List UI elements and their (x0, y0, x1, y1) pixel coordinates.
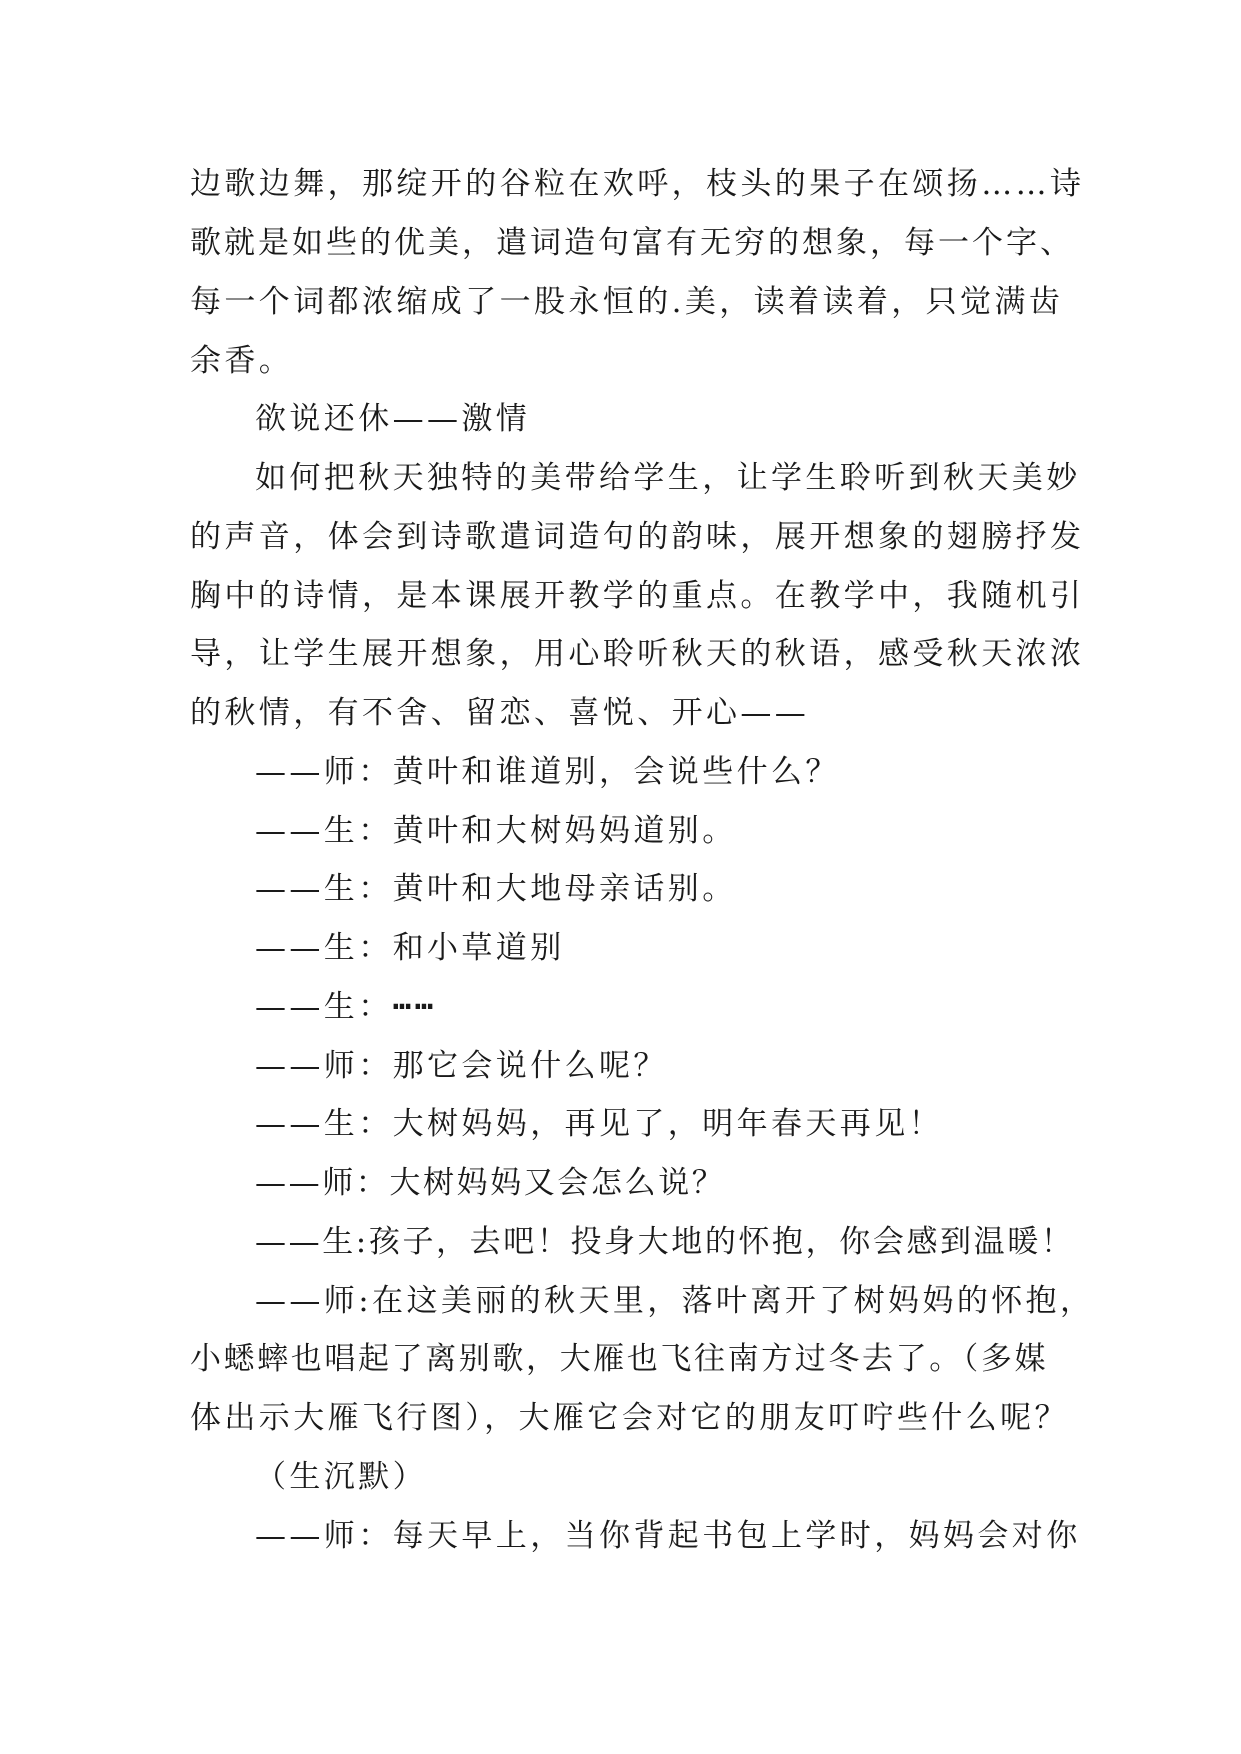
dialogue-line: ——生：黄叶和大地母亲话别。 (255, 871, 737, 907)
paragraph-line: 歌就是如些的优美，遣词造句富有无穷的想象，每一个字、 (190, 225, 1074, 261)
paragraph-line: 体出示大雁飞行图），大雁它会对它的朋友叮咛些什么呢？ (190, 1400, 1069, 1436)
dialogue-line: ——生:孩子，去吧！投身大地的怀抱，你会感到温暖！ (255, 1224, 1075, 1260)
paragraph-line: 余香。 (190, 343, 294, 379)
dialogue-line: ——师：黄叶和谁道别，会说些什么？ (255, 754, 840, 790)
paragraph-line: 的声音，体会到诗歌遣词造句的韵味，展开想象的翅膀抒发 (190, 519, 1085, 555)
dialogue-line: ——生：大树妈妈，再见了，明年春天再见！ (255, 1106, 943, 1142)
dialogue-line: ——生：黄叶和大树妈妈道别。 (255, 813, 737, 849)
paragraph-line: 导，让学生展开想象，用心聆听秋天的秋语，感受秋天浓浓 (190, 636, 1085, 672)
paragraph-line: 的秋情，有不舍、留恋、喜悦、开心—— (190, 695, 810, 731)
dialogue-line: ——师：那它会说什么呢？ (255, 1048, 668, 1084)
dialogue-line: ——师：大树妈妈又会怎么说？ (255, 1165, 726, 1201)
paragraph-line: 如何把秋天独特的美带给学生，让学生聆听到秋天美妙 (255, 460, 1081, 496)
section-heading: 欲说还休——激情 (255, 401, 531, 437)
dialogue-line: ——生：和小草道别 (255, 930, 565, 966)
paragraph-line: 胸中的诗情，是本课展开教学的重点。在教学中，我随机引 (190, 578, 1085, 614)
paragraph-line: 每一个词都浓缩成了一股永恒的.美，读着读着，只觉满齿 (190, 284, 1064, 320)
paragraph-line: 边歌边舞，那绽开的谷粒在欢呼，枝头的果子在颂扬……诗 (190, 166, 1085, 202)
paragraph-line: 小蟋蟀也唱起了离别歌，大雁也飞往南方过冬去了。（多媒 (190, 1341, 1049, 1377)
dialogue-line: ——师:在这美丽的秋天里，落叶离开了树妈妈的怀抱， (255, 1283, 1095, 1319)
stage-direction: （生沉默） (255, 1459, 427, 1495)
dialogue-line: ——生：┅┅ (255, 989, 437, 1025)
dialogue-line: ——师：每天早上，当你背起书包上学时，妈妈会对你 (255, 1518, 1081, 1554)
